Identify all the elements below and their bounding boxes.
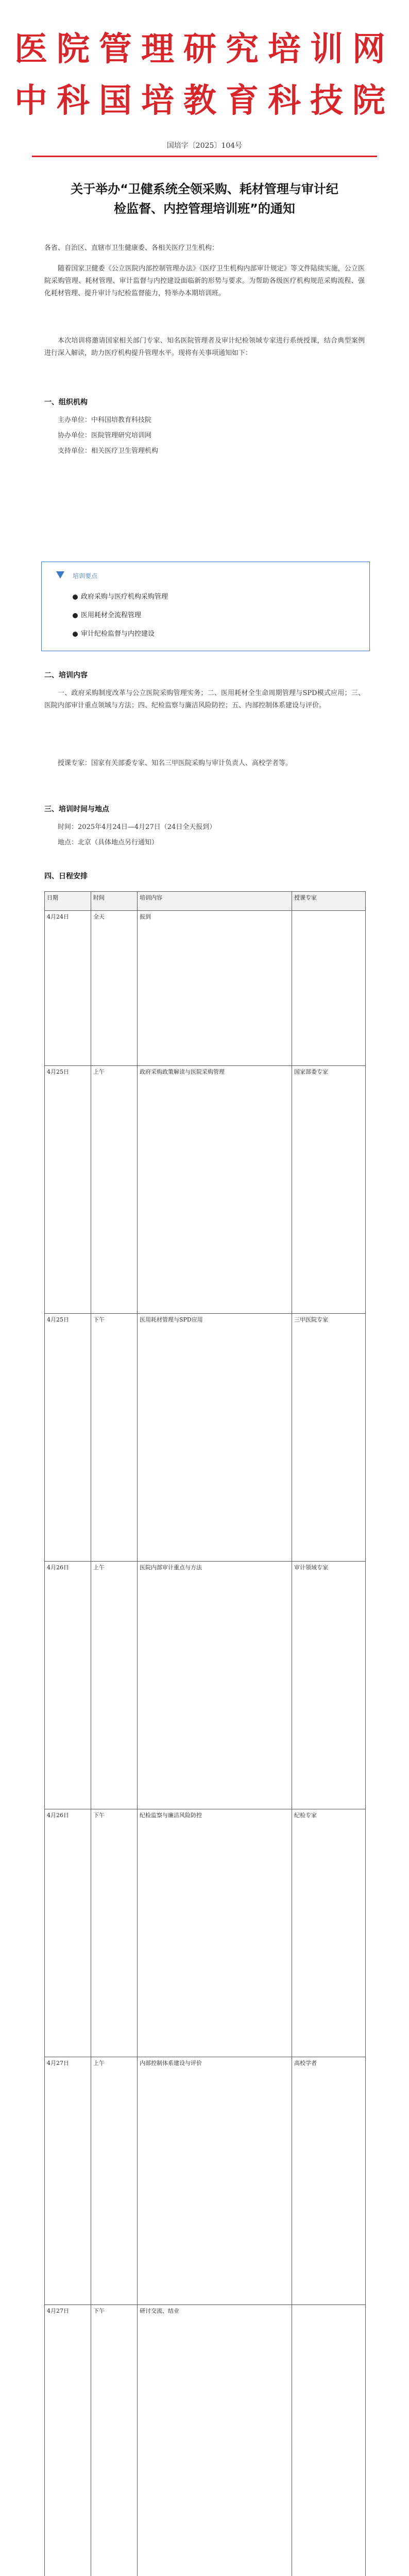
agenda-teacher: 高校学者 <box>294 2060 317 2066</box>
bullet-icon <box>73 613 78 618</box>
training-place: 地点：北京（具体地点另行通知） <box>58 839 159 846</box>
agenda-topic: 内部控制体系建设与评价 <box>138 2057 292 2304</box>
agenda-date: 4月26日 <box>45 1809 91 2057</box>
agenda-time: 上午 <box>91 1562 138 1809</box>
col-date-header: 日期 <box>45 892 91 910</box>
co-organizer: 协办单位：医院管理研究培训网 <box>58 432 152 439</box>
agenda-row <box>45 2057 365 2305</box>
bullet-icon <box>73 595 78 600</box>
agenda-row <box>45 911 365 1066</box>
section1-heading: 一、组织机构 <box>44 398 88 406</box>
agenda-date: 4月27日 <box>45 2057 91 2304</box>
agenda-time: 下午 <box>91 2305 138 2576</box>
agenda-date: 4月27日 <box>45 2305 91 2576</box>
col-time-header: 时间 <box>91 892 138 910</box>
agenda-date: 4月24日 <box>45 911 91 1065</box>
section2-paragraph-2: 授课专家：国家有关部委专家、知名三甲医院采购与审计负责人、高校学者等。 <box>58 759 293 767</box>
agenda-topic: 纪检监察与廉洁风险防控 <box>138 1809 292 2057</box>
agenda-row <box>45 1314 365 1562</box>
col-teacher-header: 授课专家 <box>294 894 317 901</box>
agenda-date: 4月26日 <box>45 1562 91 1809</box>
agenda-row <box>45 2305 365 2576</box>
agenda-row <box>45 1562 365 1809</box>
agenda-time: 下午 <box>91 1809 138 2057</box>
agenda-teacher: 审计领域专家 <box>294 1564 328 1571</box>
agenda-topic: 研讨交流、结业 <box>138 2305 292 2576</box>
agenda-topic: 医院内部审计重点与方法 <box>138 1562 292 1809</box>
agenda-date: 4月25日 <box>45 1066 91 1313</box>
notice-title-line1: 关于举办“卫健系统全领采购、耗材管理与审计纪 <box>71 182 338 196</box>
salutation: 各省、自治区、直辖市卫生健康委、各相关医疗卫生机构： <box>44 244 219 252</box>
key-point: 医用耗材全流程管理 <box>73 609 351 619</box>
agenda-time: 上午 <box>91 1066 138 1313</box>
agenda-row <box>45 1809 365 2057</box>
col-topic-header: 培训内容 <box>138 892 292 910</box>
agenda-table <box>44 891 366 2576</box>
agenda-topic: 政府采购政策解读与医院采购管理 <box>138 1066 292 1313</box>
section3-heading: 三、培训时间与地点 <box>44 805 109 814</box>
agenda-teacher: 三甲医院专家 <box>294 1316 328 1323</box>
agenda-heading: 四、日程安排 <box>44 872 88 880</box>
header-rule <box>32 156 377 157</box>
notice-title <box>47 179 362 218</box>
doc-number: 国培字〔2025〕104号 <box>166 142 243 150</box>
agenda-time: 下午 <box>91 1314 138 1561</box>
agenda-teacher: 国家部委专家 <box>294 1069 328 1075</box>
agenda-teacher <box>292 2305 364 2576</box>
agenda-teacher <box>292 911 364 1065</box>
agenda-header-row <box>45 892 365 911</box>
bullet-icon <box>73 632 78 637</box>
support-unit: 支持单位：相关医疗卫生管理机构 <box>58 447 159 455</box>
agenda-date: 4月25日 <box>45 1314 91 1561</box>
agenda-time: 上午 <box>91 2057 138 2304</box>
section2-heading: 二、培训内容 <box>44 671 88 680</box>
organizer: 主办单位：中科国培教育科技院 <box>58 416 152 424</box>
key-point: 审计纪检监督与内控建设 <box>73 628 351 638</box>
section2-paragraph-1: 一、政府采购制度改革与公立医院采购管理实务；二、医用耗材全生命周期管理与SPD模式应用；三、医院内部审计重点领域与方法；四、纪检监察与廉洁风险防控；五、内部控制体系建设与评价。 <box>44 689 365 709</box>
agenda-topic: 报到 <box>138 911 292 1065</box>
agenda-teacher: 纪检专家 <box>294 1812 317 1819</box>
agenda-topic: 医用耗材管理与SPD应用 <box>138 1314 292 1561</box>
training-time: 时间：2025年4月24日—4月27日（24日全天报到） <box>58 823 216 831</box>
intro-paragraph-2: 本次培训将邀请国家相关部门专家、知名医院管理者及审计纪检领域专家进行系统授课，结合典型案例进行深入解读，助力医疗机构提升管理水平。现将有关事项通知如下： <box>44 337 365 357</box>
notice-title-line2: 检监督、内控管理培训班”的通知 <box>114 201 295 216</box>
header-line2: 中科国培教育科技院 <box>14 82 395 120</box>
key-points-box <box>41 562 370 651</box>
key-points-label: 培训要点 <box>73 572 98 580</box>
key-point: 政府采购与医疗机构采购管理 <box>73 591 351 601</box>
agenda-row <box>45 1066 365 1314</box>
intro-paragraph-1: 随着国家卫健委《公立医院内部控制管理办法》《医疗卫生机构内部审计规定》等文件陆续实施，公立医院采购管理、耗材管理、审计监督与内控建设面临新的形势与要求。为帮助各级医疗机构规范采购流程、强化耗材管理、提升审计与纪检监督能力，特举办本期培训班。 <box>44 265 365 297</box>
header-line1: 医院管理研究培训网 <box>14 30 395 69</box>
agenda-time: 全天 <box>91 911 138 1065</box>
box-arrow-icon <box>56 571 64 579</box>
